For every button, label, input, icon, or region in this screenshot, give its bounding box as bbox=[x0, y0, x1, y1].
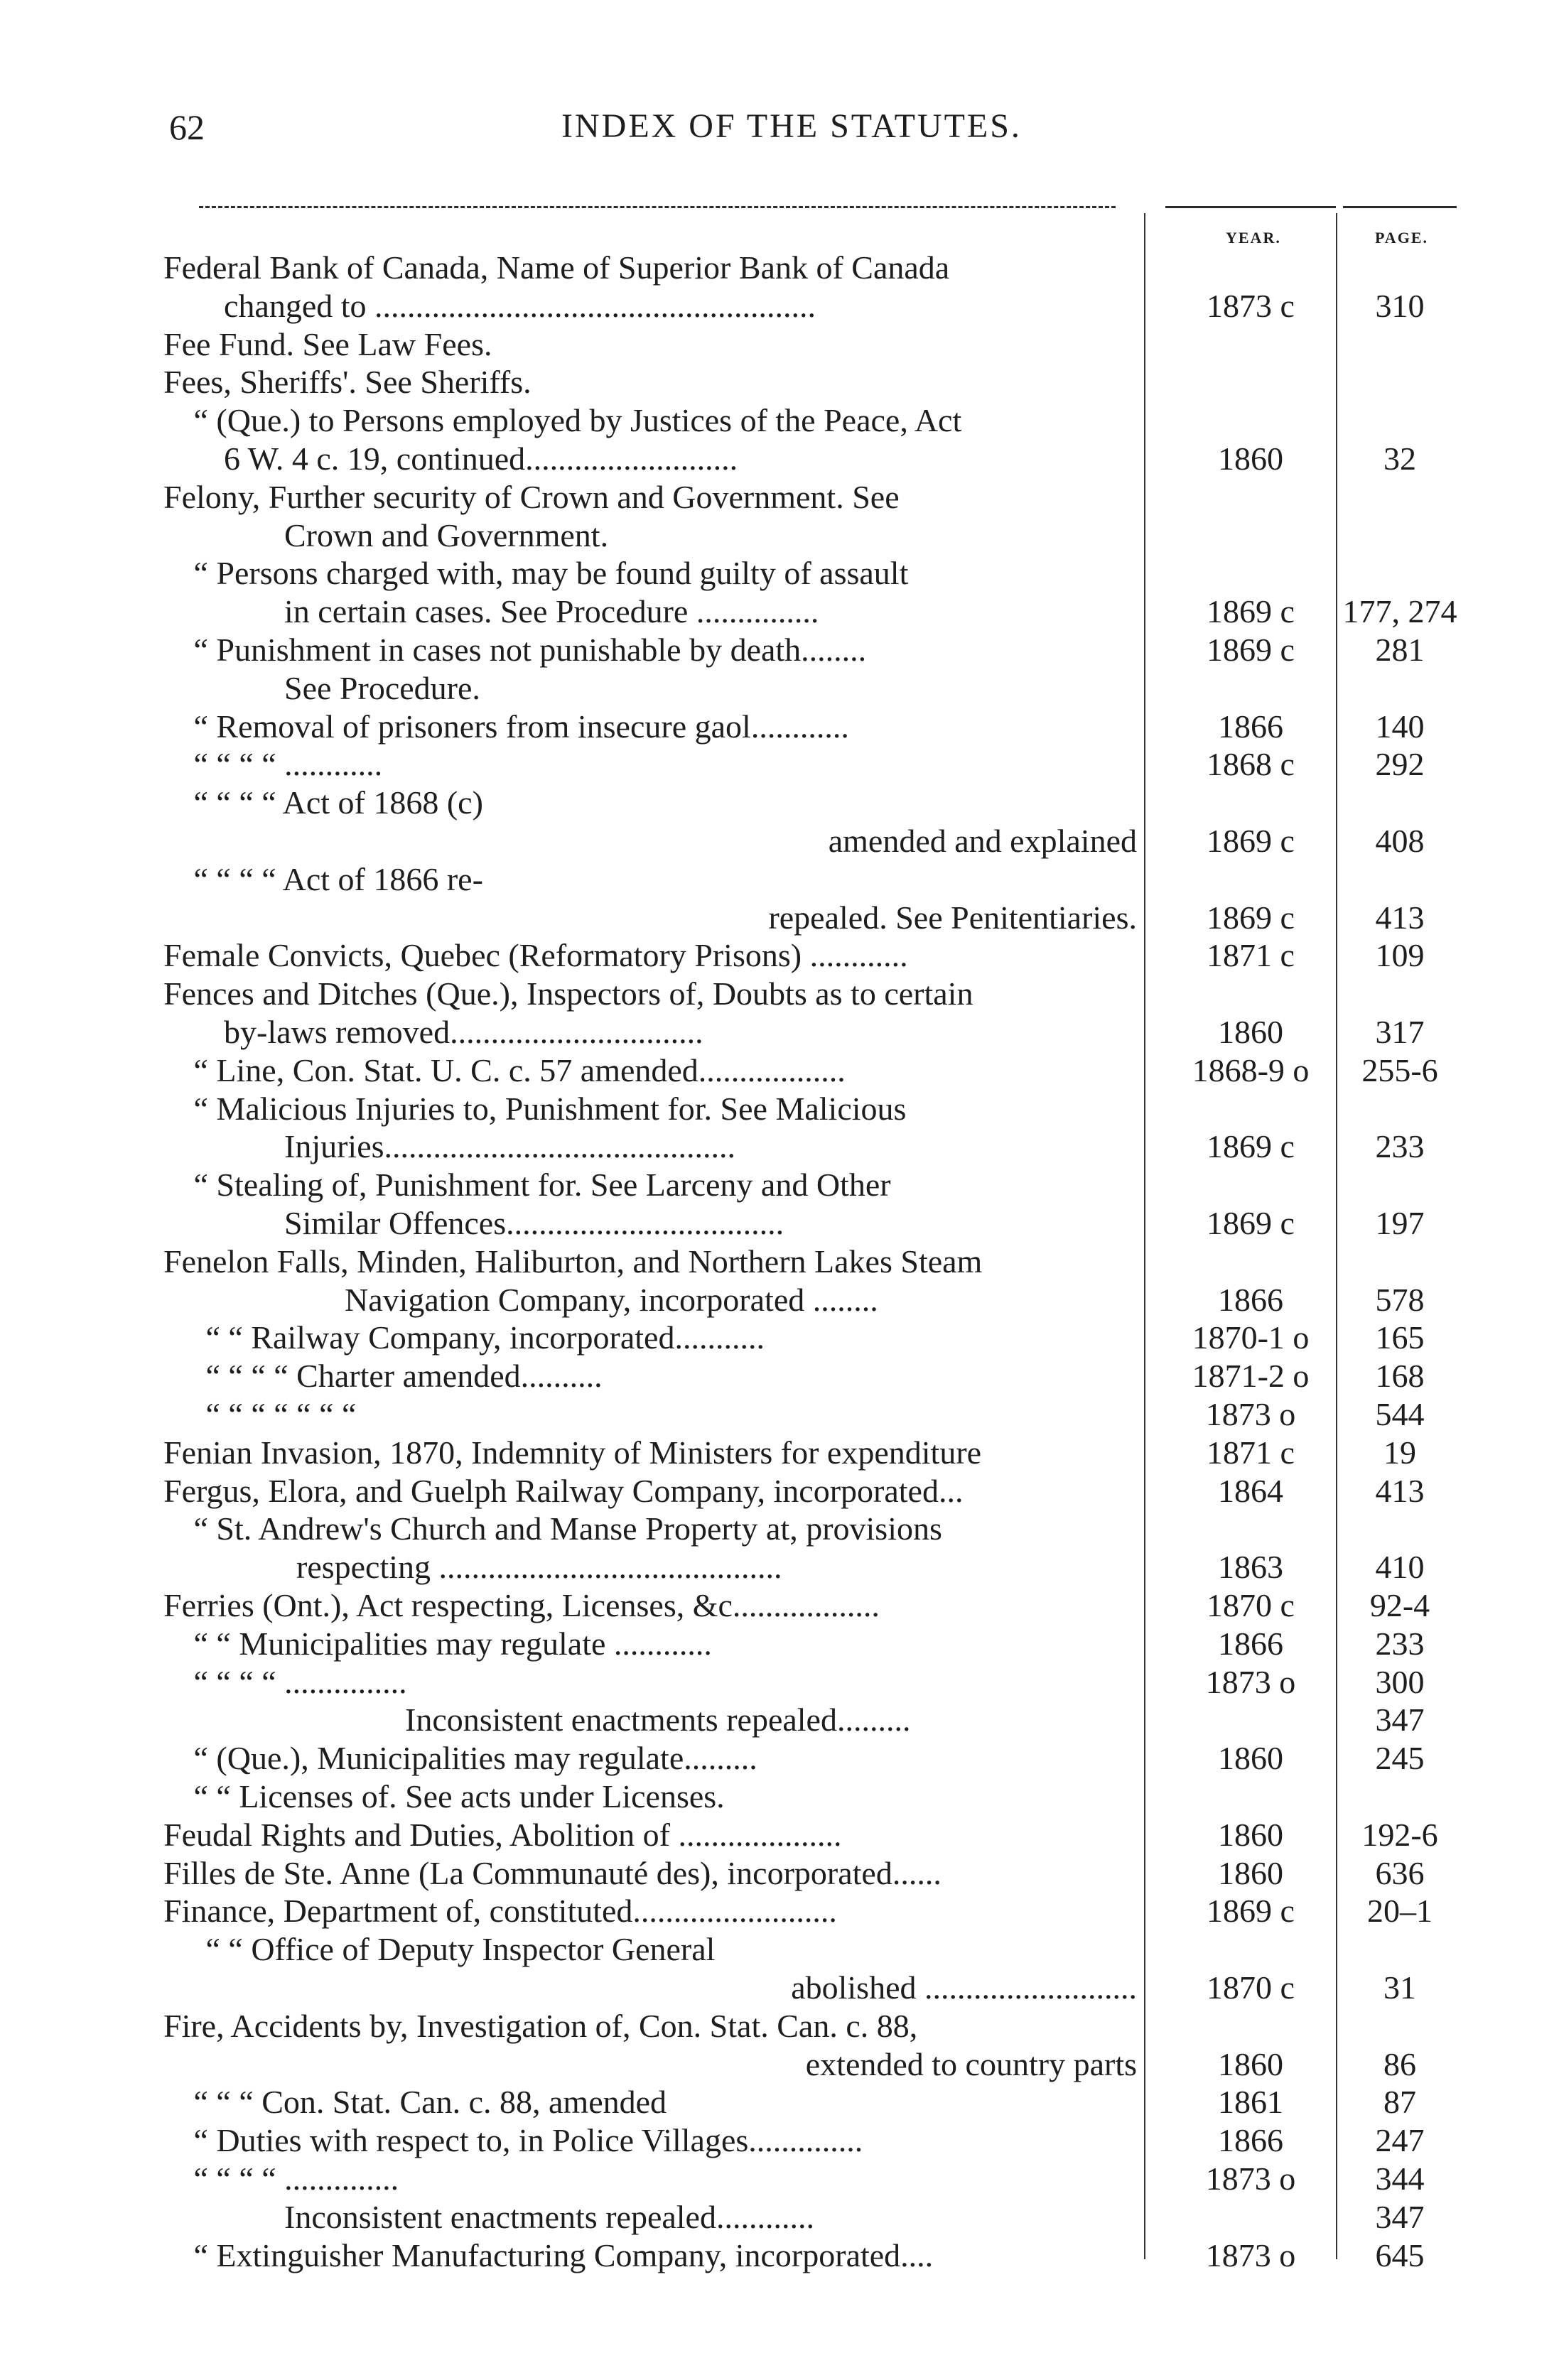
index-line bbox=[0, 2007, 1559, 2045]
entry-text: 6 W. 4 c. 19, continued.......................... bbox=[224, 440, 738, 477]
entry-year: 1869 c bbox=[1207, 593, 1295, 630]
entry-page: 281 bbox=[1375, 632, 1425, 668]
entry-year: 1869 c bbox=[1207, 899, 1295, 936]
entry-text: Fences and Ditches (Que.), Inspectors of, Doubts as to certain bbox=[163, 975, 973, 1012]
year-column-header: YEAR. bbox=[1226, 229, 1281, 247]
entry-year: 1871 c bbox=[1207, 1434, 1295, 1471]
entry-text: Federal Bank of Canada, Name of Superior Bank of Canada bbox=[163, 249, 950, 286]
header-rule bbox=[199, 206, 1116, 208]
entry-year: 1873 o bbox=[1205, 1396, 1296, 1432]
index-line bbox=[0, 1243, 1559, 1281]
running-title: INDEX OF THE STATUTES. bbox=[561, 107, 1022, 145]
entry-page: 177, 274 bbox=[1342, 593, 1457, 630]
entry-text: “ “ “ “ “ “ “ bbox=[205, 1396, 357, 1432]
entry-page: 255-6 bbox=[1361, 1051, 1438, 1088]
year-column-rule bbox=[1165, 206, 1336, 208]
entry-page: 413 bbox=[1375, 899, 1425, 936]
entry-year: 1869 c bbox=[1207, 1128, 1295, 1165]
page-header bbox=[0, 107, 1559, 156]
entry-text: “ Line, Con. Stat. U. C. c. 57 amended.................. bbox=[193, 1051, 846, 1088]
entry-page: 92-4 bbox=[1369, 1587, 1430, 1623]
entry-text: Filles de Ste. Anne (La Communauté des), incorporated...... bbox=[163, 1854, 942, 1891]
index-line bbox=[0, 1739, 1559, 1778]
entry-text: “ “ Office of Deputy Inspector General bbox=[205, 1931, 716, 1968]
index-line bbox=[0, 2083, 1559, 2121]
entry-year: 1866 bbox=[1218, 2122, 1283, 2159]
entry-text: “ “ “ “ .............. bbox=[193, 2160, 399, 2197]
entry-page: 347 bbox=[1375, 2198, 1425, 2235]
entry-text: “ “ “ Con. Stat. Can. c. 88, amended bbox=[193, 2084, 667, 2121]
index-line bbox=[0, 784, 1559, 822]
entry-page: 347 bbox=[1375, 1702, 1425, 1738]
entry-text: “ Removal of prisoners from insecure gaol............ bbox=[193, 708, 849, 745]
entry-text: Female Convicts, Quebec (Reformatory Prisons) ............ bbox=[163, 937, 908, 974]
index-line bbox=[0, 1166, 1559, 1204]
index-line bbox=[0, 1204, 1559, 1243]
entry-text: changed to ...................................................... bbox=[224, 287, 816, 324]
index-line bbox=[0, 1892, 1559, 1930]
entry-page: 168 bbox=[1375, 1358, 1425, 1395]
index-line bbox=[0, 860, 1559, 899]
entry-text: “ “ “ “ Act of 1868 (c) bbox=[193, 784, 483, 821]
entry-page: 233 bbox=[1375, 1625, 1425, 1662]
index-line bbox=[0, 363, 1559, 401]
entry-text: Felony, Further security of Crown and Government. See bbox=[163, 478, 900, 515]
index-line bbox=[0, 1816, 1559, 1854]
entry-page: 192-6 bbox=[1361, 1816, 1438, 1853]
entry-year: 1870 c bbox=[1207, 1969, 1295, 2006]
index-line bbox=[0, 325, 1559, 364]
entry-page: 645 bbox=[1375, 2236, 1425, 2273]
entry-page: 317 bbox=[1375, 1014, 1425, 1050]
entry-year: 1860 bbox=[1218, 1816, 1283, 1853]
entry-text: “ “ “ “ Charter amended.......... bbox=[205, 1358, 603, 1395]
index-line bbox=[0, 554, 1559, 593]
entry-text: Crown and Government. bbox=[284, 516, 609, 553]
entry-year: 1873 o bbox=[1205, 2160, 1296, 2197]
entry-text: “ St. Andrew's Church and Manse Property at, provisions bbox=[193, 1510, 942, 1547]
entry-page: 413 bbox=[1375, 1472, 1425, 1509]
entry-year: 1873 o bbox=[1205, 2236, 1296, 2273]
index-line bbox=[0, 975, 1559, 1013]
entry-text: “ “ Railway Company, incorporated........... bbox=[205, 1319, 765, 1356]
entry-year: 1863 bbox=[1218, 1549, 1283, 1586]
index-line bbox=[0, 1548, 1559, 1586]
index-line bbox=[0, 401, 1559, 440]
entry-text: amended and explained bbox=[828, 823, 1137, 859]
entry-year: 1873 c bbox=[1207, 287, 1295, 324]
entry-page: 410 bbox=[1375, 1549, 1425, 1586]
entry-text: extended to country parts bbox=[805, 2045, 1137, 2082]
index-line bbox=[0, 2236, 1559, 2275]
entry-year: 1860 bbox=[1218, 2045, 1283, 2082]
entry-text: Inconsistent enactments repealed............ bbox=[284, 2198, 814, 2235]
index-line bbox=[0, 1663, 1559, 1702]
entry-year: 1861 bbox=[1218, 2084, 1283, 2121]
entry-text: Feudal Rights and Duties, Abolition of .................... bbox=[163, 1816, 842, 1853]
index-line bbox=[0, 1013, 1559, 1051]
entry-page: 544 bbox=[1375, 1396, 1425, 1432]
entry-text: Finance, Department of, constituted......................... bbox=[163, 1893, 837, 1930]
entry-year: 1866 bbox=[1218, 1625, 1283, 1662]
index-line bbox=[0, 745, 1559, 784]
entry-year: 1866 bbox=[1218, 708, 1283, 745]
index-line bbox=[0, 669, 1559, 708]
index-line bbox=[0, 287, 1559, 325]
index-line bbox=[0, 593, 1559, 631]
entry-text: Ferries (Ont.), Act respecting, Licenses, &c.................. bbox=[163, 1587, 880, 1623]
entry-year: 1869 c bbox=[1207, 1205, 1295, 1241]
entry-year: 1860 bbox=[1218, 440, 1283, 477]
index-line bbox=[0, 249, 1559, 287]
entry-text: Similar Offences.................................. bbox=[284, 1205, 784, 1241]
entry-page: 31 bbox=[1383, 1969, 1416, 2006]
entry-year: 1868 c bbox=[1207, 746, 1295, 783]
page-column-rule bbox=[1343, 206, 1457, 208]
entry-text: “ Extinguisher Manufacturing Company, incorporated.... bbox=[193, 2236, 934, 2273]
index-line bbox=[0, 2160, 1559, 2198]
entry-text: Injuries........................................... bbox=[284, 1128, 736, 1165]
page-column-header: PAGE. bbox=[1375, 229, 1428, 247]
entry-text: “ “ Licenses of. See acts under Licenses. bbox=[193, 1778, 725, 1814]
entry-page: 578 bbox=[1375, 1281, 1425, 1318]
entry-year: 1860 bbox=[1218, 1740, 1283, 1777]
entry-text: “ Punishment in cases not punishable by death........ bbox=[193, 632, 867, 668]
index-line bbox=[0, 1854, 1559, 1893]
entry-text: See Procedure. bbox=[284, 669, 480, 706]
index-line bbox=[0, 631, 1559, 669]
entry-page: 140 bbox=[1375, 708, 1425, 745]
entry-year: 1866 bbox=[1218, 1281, 1283, 1318]
entry-text: Navigation Company, incorporated ........ bbox=[345, 1281, 878, 1318]
entry-text: repealed. See Penitentiaries. bbox=[768, 899, 1137, 936]
index-line bbox=[0, 2121, 1559, 2160]
index-line bbox=[0, 1930, 1559, 1969]
index-line bbox=[0, 478, 1559, 516]
page-number: 62 bbox=[169, 107, 205, 147]
entry-page: 109 bbox=[1375, 937, 1425, 974]
entry-text: “ “ “ “ Act of 1866 re- bbox=[193, 860, 483, 897]
entry-year: 1869 c bbox=[1207, 632, 1295, 668]
entry-page: 197 bbox=[1375, 1205, 1425, 1241]
index-line bbox=[0, 1701, 1559, 1739]
index-line bbox=[0, 1625, 1559, 1663]
entry-text: “ “ “ “ ............ bbox=[193, 746, 383, 783]
entry-page: 408 bbox=[1375, 823, 1425, 859]
index-line bbox=[0, 440, 1559, 478]
index-line bbox=[0, 822, 1559, 860]
entry-year: 1870-1 o bbox=[1192, 1319, 1310, 1356]
entry-text: in certain cases. See Procedure ............... bbox=[284, 593, 819, 630]
entry-year: 1870 c bbox=[1207, 1587, 1295, 1623]
entry-text: Fire, Accidents by, Investigation of, Con. Stat. Can. c. 88, bbox=[163, 2007, 918, 2044]
entry-page: 19 bbox=[1383, 1434, 1416, 1471]
index-line bbox=[0, 1051, 1559, 1090]
entry-year: 1871 c bbox=[1207, 937, 1295, 974]
index-line bbox=[0, 936, 1559, 975]
entry-text: respecting .......................................... bbox=[296, 1549, 782, 1586]
index-line bbox=[0, 1357, 1559, 1395]
entry-year: 1860 bbox=[1218, 1014, 1283, 1050]
entry-page: 292 bbox=[1375, 746, 1425, 783]
index-line bbox=[0, 1969, 1559, 2007]
entry-text: “ (Que.) to Persons employed by Justices of the Peace, Act bbox=[193, 402, 962, 439]
entry-text: by-laws removed............................... bbox=[224, 1014, 703, 1050]
index-line bbox=[0, 899, 1559, 937]
entry-text: abolished .......................... bbox=[791, 1969, 1137, 2006]
index-line bbox=[0, 1510, 1559, 1548]
entry-page: 20–1 bbox=[1367, 1893, 1433, 1930]
entry-text: Fee Fund. See Law Fees. bbox=[163, 325, 492, 362]
entry-text: “ Duties with respect to, in Police Villages.............. bbox=[193, 2122, 863, 2159]
index-line bbox=[0, 708, 1559, 746]
index-line bbox=[0, 2045, 1559, 2084]
entry-page: 636 bbox=[1375, 1854, 1425, 1891]
entry-year: 1868-9 o bbox=[1192, 1051, 1310, 1088]
entry-page: 87 bbox=[1383, 2084, 1416, 2121]
index-line bbox=[0, 1090, 1559, 1128]
entry-year: 1869 c bbox=[1207, 823, 1295, 859]
entry-page: 310 bbox=[1375, 287, 1425, 324]
entry-year: 1860 bbox=[1218, 1854, 1283, 1891]
entry-text: Fenelon Falls, Minden, Haliburton, and Northern Lakes Steam bbox=[163, 1243, 983, 1280]
entry-year: 1873 o bbox=[1205, 1663, 1296, 1700]
entry-page: 245 bbox=[1375, 1740, 1425, 1777]
index-line bbox=[0, 1281, 1559, 1319]
entry-page: 165 bbox=[1375, 1319, 1425, 1356]
index-line bbox=[0, 1586, 1559, 1625]
index-line bbox=[0, 1395, 1559, 1434]
entry-text: “ (Que.), Municipalities may regulate......... bbox=[193, 1740, 757, 1777]
entry-page: 86 bbox=[1383, 2045, 1416, 2082]
entry-year: 1871-2 o bbox=[1192, 1358, 1310, 1395]
entry-text: “ Persons charged with, may be found guilty of assault bbox=[193, 555, 909, 592]
entry-text: Fenian Invasion, 1870, Indemnity of Ministers for expenditure bbox=[163, 1434, 982, 1471]
index-line bbox=[0, 1127, 1559, 1166]
entry-page: 300 bbox=[1375, 1663, 1425, 1700]
index-line bbox=[0, 1434, 1559, 1472]
entry-page: 247 bbox=[1375, 2122, 1425, 2159]
entry-page: 233 bbox=[1375, 1128, 1425, 1165]
index-line bbox=[0, 516, 1559, 555]
index-line bbox=[0, 2198, 1559, 2236]
entry-text: “ “ “ “ ............... bbox=[193, 1663, 407, 1700]
entry-text: “ Malicious Injuries to, Punishment for. See Malicious bbox=[193, 1090, 907, 1127]
index-line bbox=[0, 1319, 1559, 1357]
entry-year: 1869 c bbox=[1207, 1893, 1295, 1930]
entry-text: Inconsistent enactments repealed......... bbox=[405, 1702, 911, 1738]
entry-text: “ Stealing of, Punishment for. See Larceny and Other bbox=[193, 1167, 891, 1203]
entry-page: 32 bbox=[1383, 440, 1416, 477]
entry-page: 344 bbox=[1375, 2160, 1425, 2197]
entry-text: Fergus, Elora, and Guelph Railway Company, incorporated... bbox=[163, 1472, 964, 1509]
entry-text: “ “ Municipalities may regulate ............ bbox=[193, 1625, 712, 1662]
index-line bbox=[0, 1472, 1559, 1510]
entry-year: 1864 bbox=[1218, 1472, 1283, 1509]
index-line bbox=[0, 1778, 1559, 1816]
entry-text: Fees, Sheriffs'. See Sheriffs. bbox=[163, 364, 532, 401]
